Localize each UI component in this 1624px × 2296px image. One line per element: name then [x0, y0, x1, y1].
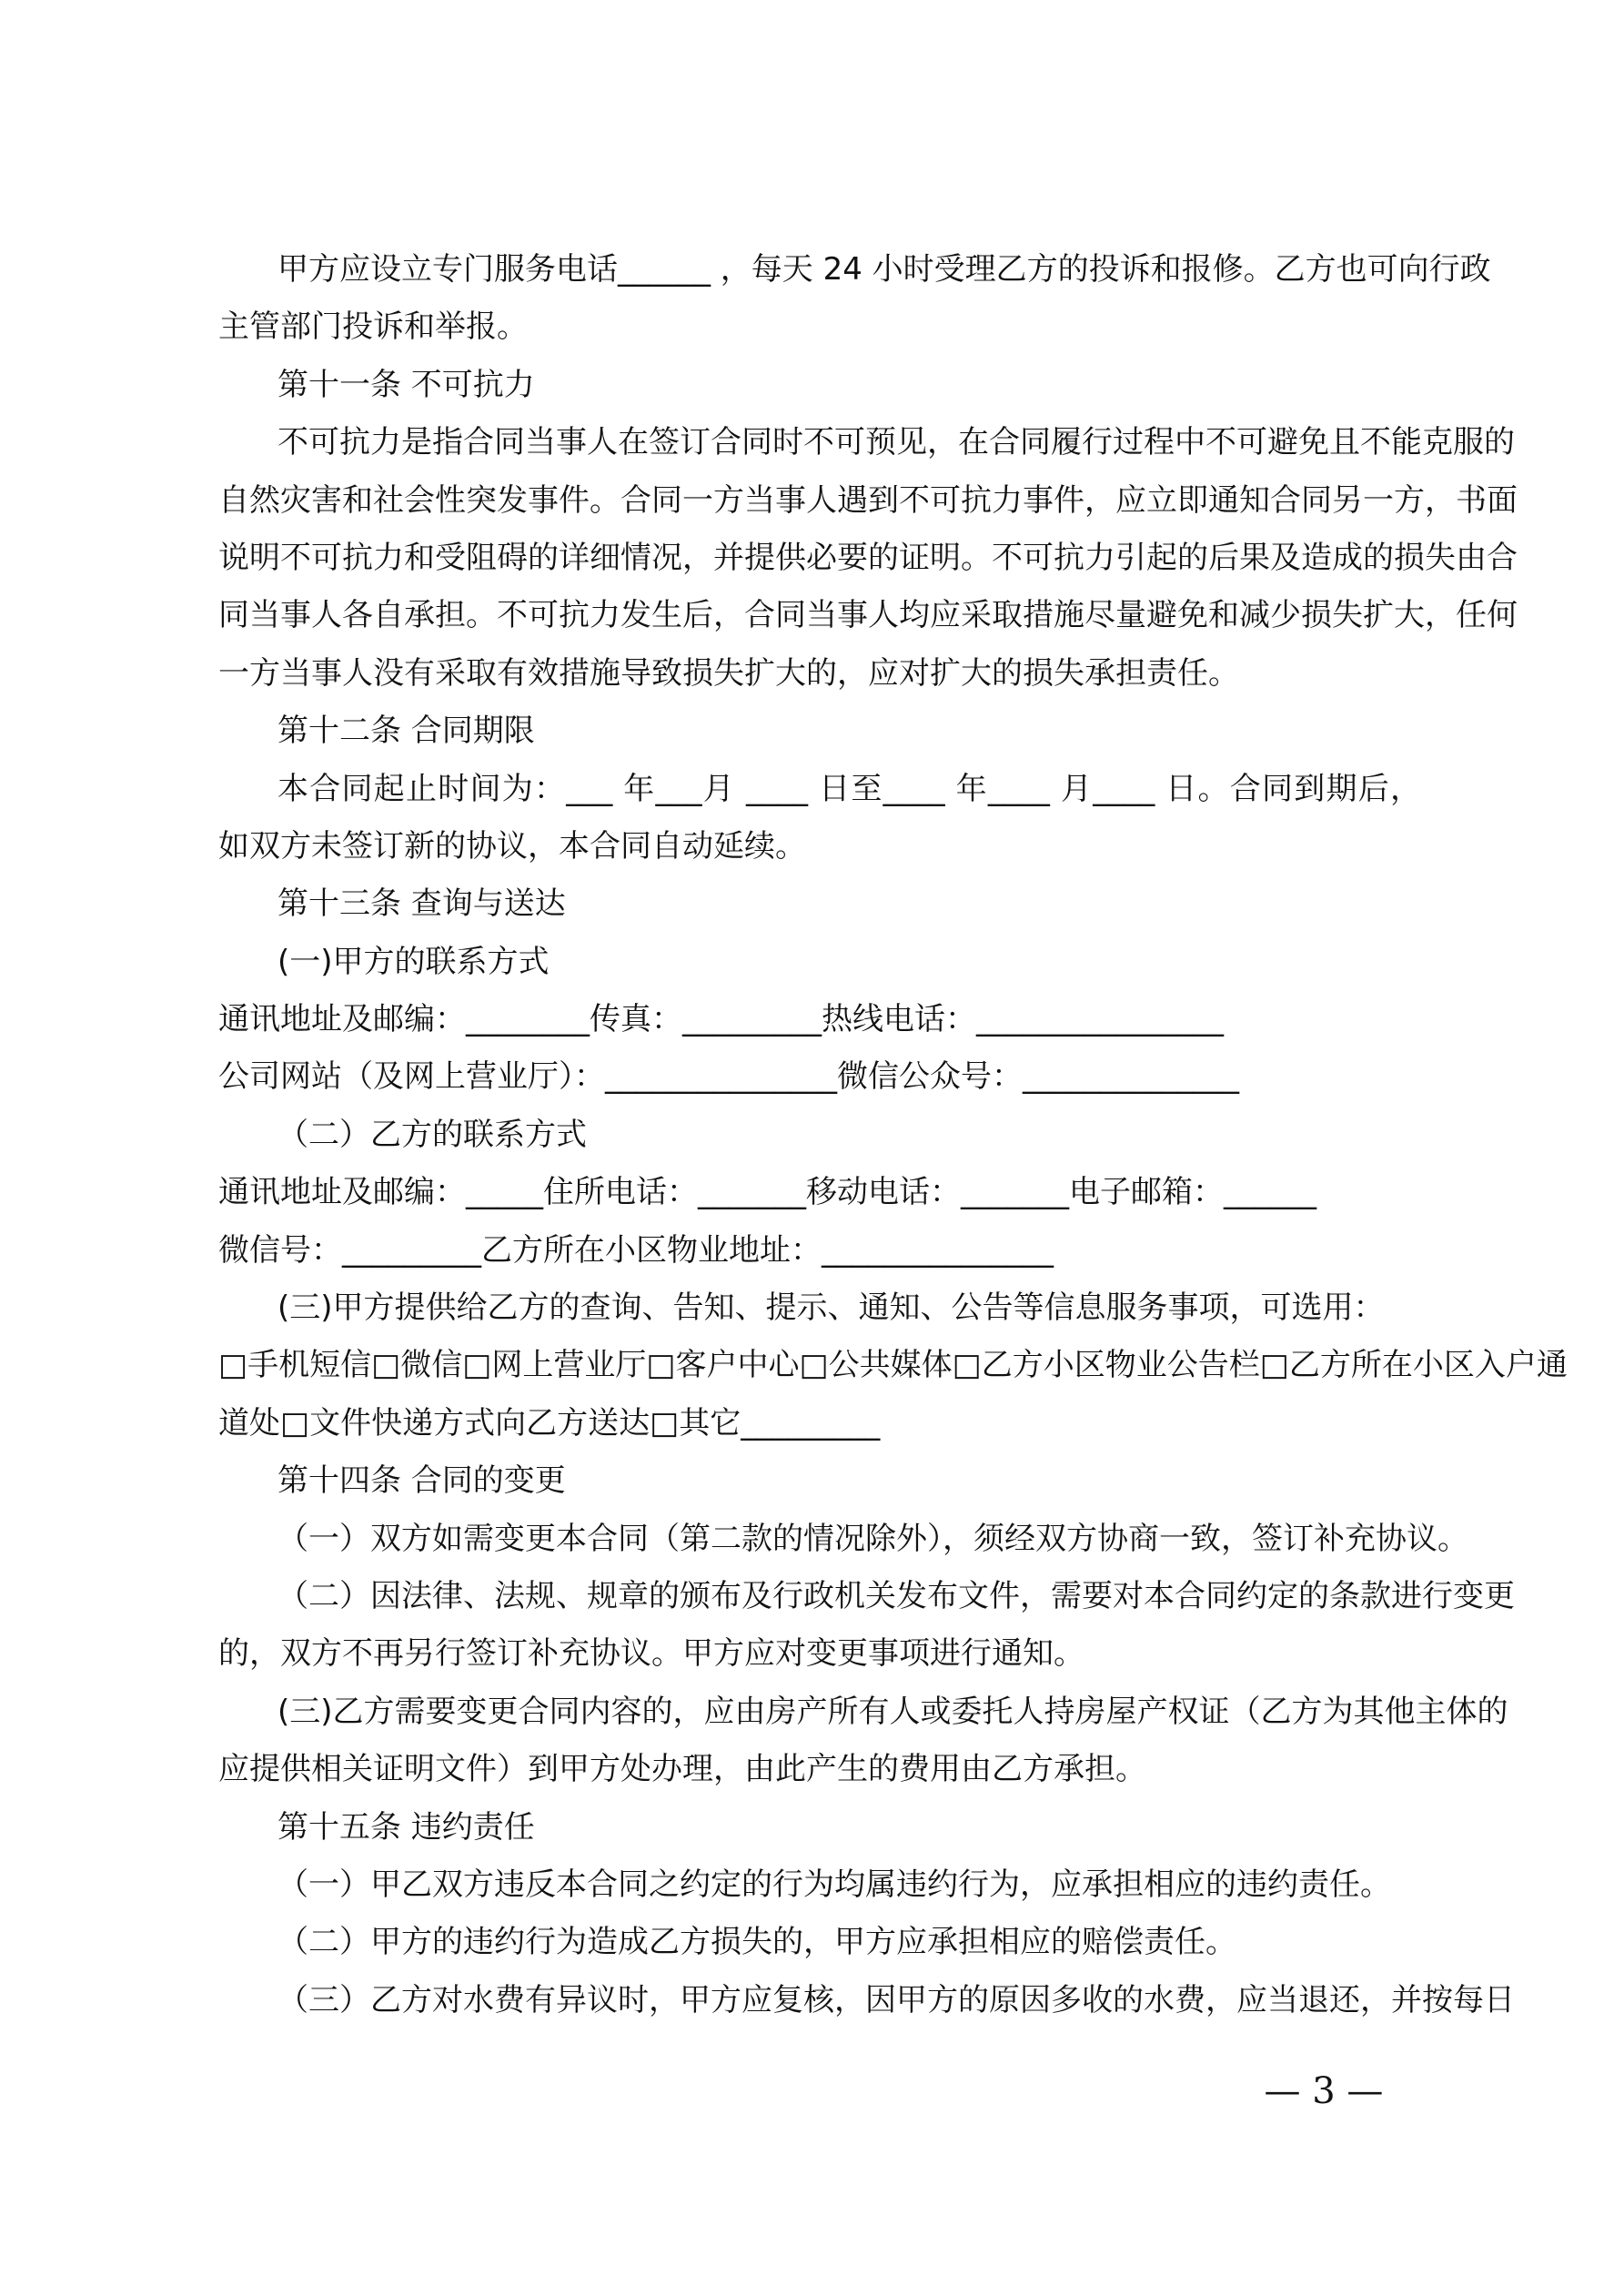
form-line: 公司网站（及网上营业厅）：_______________微信公众号：______________	[218, 1058, 1239, 1096]
form-line: 微信号：_________乙方所在小区物业地址：_______________	[218, 1231, 1054, 1269]
checkbox-options-line: □手机短信□微信□网上营业厅□客户中心□公共媒体□乙方小区物业公告栏□乙方所在小区入户通	[218, 1347, 1568, 1384]
paragraph-line: （一）双方如需变更本合同（第二款的情况除外），须经双方协商一致，签订补充协议。	[277, 1520, 1468, 1557]
paragraph-line: 的，双方不再另行签订补充协议。甲方应对变更事项进行通知。	[218, 1635, 1084, 1673]
paragraph-line: 不可抗力是指合同当事人在签订合同时不可预见，在合同履行过程中不可避免且不能克服的	[277, 424, 1515, 461]
paragraph-line: 说明不可抗力和受阻碍的详细情况，并提供必要的证明。不可抗力引起的后果及造成的损失由合	[218, 539, 1518, 576]
paragraph-line: （一）甲乙双方违反本合同之约定的行为均属违约行为，应承担相应的违约责任。	[277, 1866, 1391, 1903]
paragraph-line: 同当事人各自承担。不可抗力发生后，合同当事人均应采取措施尽量避免和减少损失扩大，任何	[218, 597, 1518, 634]
paragraph-line: 应提供相关证明文件）到甲方处办理，由此产生的费用由乙方承担。	[218, 1751, 1146, 1788]
article-heading: 第十一条 不可抗力	[277, 366, 535, 403]
document-body	[218, 241, 1568, 2029]
paragraph-line: 一方当事人没有采取有效措施导致损失扩大的，应对扩大的损失承担责任。	[218, 654, 1239, 692]
subsection-heading: (一)甲方的联系方式	[277, 943, 550, 980]
paragraph-line: (三)乙方需要变更合同内容的，应由房产所有人或委托人持房屋产权证（乙方为其他主体的	[277, 1693, 1508, 1730]
paragraph-line: （三）乙方对水费有异议时，甲方应复核，因甲方的原因多收的水费，应当退还，并按每日	[277, 1981, 1515, 2018]
article-heading: 第十四条 合同的变更	[277, 1462, 566, 1500]
paragraph-line: 本合同起止时间为：___ 年___月 ____ 日至____ 年____ 月____ 日。合同到期后，	[277, 770, 1421, 807]
page-number: — 3 —	[1264, 2070, 1384, 2112]
article-heading: 第十五条 违约责任	[277, 1808, 535, 1846]
checkbox-options-line: 道处□文件快递方式向乙方送达□其它_________	[218, 1404, 881, 1441]
article-heading: 第十三条 查询与送达	[277, 885, 566, 923]
article-heading: 第十二条 合同期限	[277, 713, 535, 750]
paragraph-line: 甲方应设立专门服务电话______ ，每天 24 小时受理乙方的投诉和报修。乙方也可向行政	[277, 251, 1491, 288]
paragraph-line: 自然灾害和社会性突发事件。合同一方当事人遇到不可抗力事件，应立即通知合同另一方，书面	[218, 481, 1518, 519]
paragraph-line: 主管部门投诉和举报。	[218, 308, 528, 346]
form-line: 通讯地址及邮编：________传真：_________热线电话：________________	[218, 1001, 1224, 1038]
paragraph-line: (三)甲方提供给乙方的查询、告知、提示、通知、公告等信息服务事项，可选用：	[277, 1290, 1385, 1327]
subsection-heading: （二）乙方的联系方式	[277, 1116, 587, 1153]
form-line: 通讯地址及邮编：_____住所电话：_______移动电话：_______电子邮箱：______	[218, 1174, 1316, 1211]
paragraph-line: （二）甲方的违约行为造成乙方损失的，甲方应承担相应的赔偿责任。	[277, 1924, 1236, 1961]
paragraph-line: （二）因法律、法规、规章的颁布及行政机关发布文件，需要对本合同约定的条款进行变更	[277, 1577, 1515, 1614]
paragraph-line: 如双方未签订新的协议，本合同自动延续。	[218, 827, 806, 865]
